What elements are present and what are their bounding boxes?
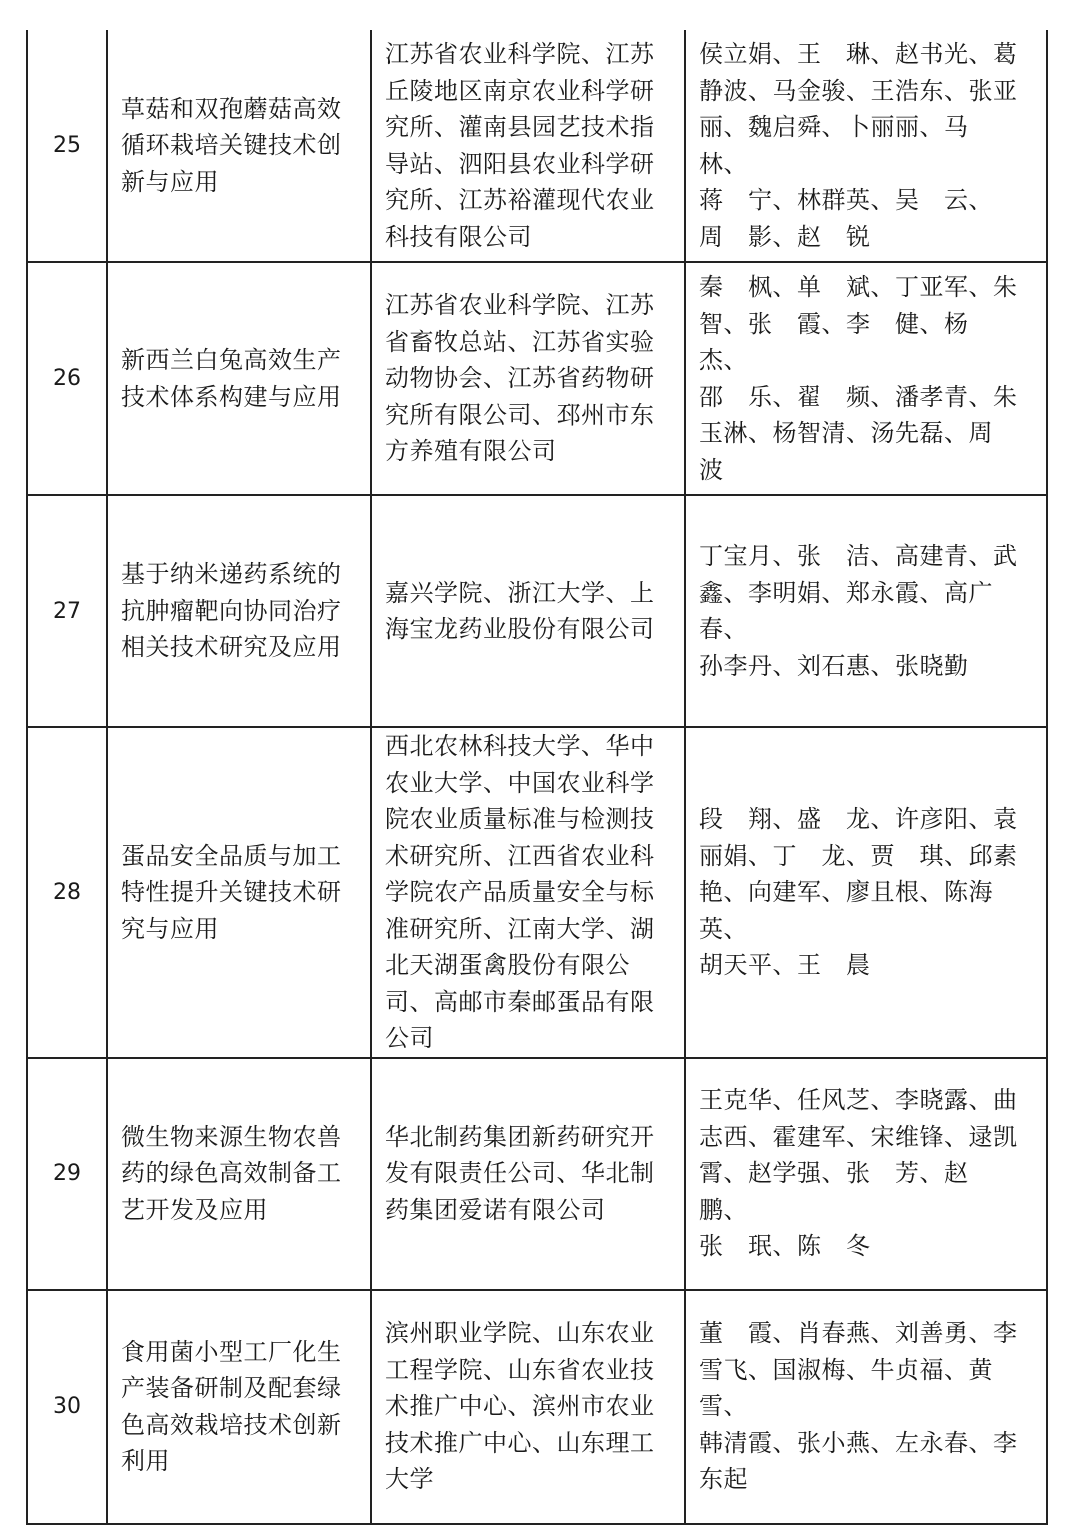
project-title: 草菇和双孢蘑菇高效 循环栽培关键技术创 新与应用 xyxy=(121,94,342,196)
completion-people: 丁宝月、张 洁、高建青、武 鑫、李明娟、郑永霞、高广春、 孙李丹、刘石惠、张晓勤 xyxy=(699,542,1018,680)
completion-units: 江苏省农业科学院、江苏 省畜牧总站、江苏省实验 动物协会、江苏省药物研 究所有限公司、邳州市东 方养殖有限公司 xyxy=(385,291,655,466)
project-title-cell xyxy=(107,30,371,262)
table-row xyxy=(27,30,1047,262)
row-number: 27 xyxy=(27,495,107,727)
completion-people: 侯立娟、王 琳、赵书光、葛 静波、马金骏、王浩东、张亚 丽、魏启舜、卜丽丽、马 林、 蒋 宁、林群英、吴 云、 周 影、赵 锐 xyxy=(699,40,1018,251)
completion-units: 滨州职业学院、山东农业 工程学院、山东省农业技 术推广中心、滨州市农业 技术推广中心、山东理工 大学 xyxy=(385,1319,655,1494)
project-title-cell xyxy=(107,262,371,495)
project-title-cell xyxy=(107,495,371,727)
project-title: 基于纳米递药系统的 抗肿瘤靶向协同治疗 相关技术研究及应用 xyxy=(121,560,342,662)
completion-people: 董 霞、肖春燕、刘善勇、李 雪飞、国淑梅、牛贞福、黄 雪、 韩清霞、张小燕、左永春、李 东起 xyxy=(699,1319,1018,1494)
units-cell xyxy=(371,1290,685,1524)
people-cell xyxy=(685,495,1047,727)
table-row xyxy=(27,495,1047,727)
completion-units: 嘉兴学院、浙江大学、上 海宝龙药业股份有限公司 xyxy=(385,578,655,643)
project-title: 蛋品安全品质与加工 特性提升关键技术研 究与应用 xyxy=(121,841,342,943)
people-cell xyxy=(685,1290,1047,1524)
row-number: 28 xyxy=(27,727,107,1058)
people-cell xyxy=(685,30,1047,262)
completion-people: 秦 枫、单 斌、丁亚军、朱 智、张 霞、李 健、杨 杰、 邵 乐、翟 频、潘孝青、朱 玉淋、杨智清、汤先磊、周 波 xyxy=(699,273,1018,484)
table-row xyxy=(27,727,1047,1058)
project-title: 食用菌小型工厂化生 产装备研制及配套绿 色高效栽培技术创新 利用 xyxy=(121,1337,342,1475)
project-title-cell xyxy=(107,1058,371,1290)
awards-table xyxy=(26,30,1048,1525)
units-cell xyxy=(371,30,685,262)
completion-units: 西北农林科技大学、华中 农业大学、中国农业科学 院农业质量标准与检测技 术研究所、江西省农业科 学院农产品质量安全与标 准研究所、江南大学、湖 北天湖蛋禽股份有限公 司、高邮市秦邮蛋品有限 公司 xyxy=(385,732,655,1052)
units-cell xyxy=(371,262,685,495)
people-cell xyxy=(685,1058,1047,1290)
table-row xyxy=(27,262,1047,495)
row-number: 30 xyxy=(27,1290,107,1524)
project-title-cell xyxy=(107,727,371,1058)
row-number: 26 xyxy=(27,262,107,495)
people-cell xyxy=(685,262,1047,495)
units-cell xyxy=(371,727,685,1058)
table-row xyxy=(27,1290,1047,1524)
people-cell xyxy=(685,727,1047,1058)
row-number: 29 xyxy=(27,1058,107,1290)
completion-people: 段 翔、盛 龙、许彦阳、袁 丽娟、丁 龙、贾 琪、邱素 艳、向建军、廖且根、陈海英、 胡天平、王 晨 xyxy=(699,805,1018,979)
project-title: 新西兰白兔高效生产 技术体系构建与应用 xyxy=(121,346,342,411)
completion-units: 江苏省农业科学院、江苏 丘陵地区南京农业科学研 究所、灌南县园艺技术指 导站、泗阳县农业科学研 究所、江苏裕灌现代农业 科技有限公司 xyxy=(385,40,655,251)
units-cell xyxy=(371,1058,685,1290)
completion-people: 王克华、任风芝、李晓露、曲 志西、霍建军、宋维锋、逯凯 霄、赵学强、张 芳、赵 鹏、 张 珉、陈 冬 xyxy=(699,1086,1018,1261)
units-cell xyxy=(371,495,685,727)
project-title-cell xyxy=(107,1290,371,1524)
row-number: 25 xyxy=(27,30,107,262)
completion-units: 华北制药集团新药研究开 发有限责任公司、华北制 药集团爱诺有限公司 xyxy=(385,1122,655,1224)
table-row xyxy=(27,1058,1047,1290)
project-title: 微生物来源生物农兽 药的绿色高效制备工 艺开发及应用 xyxy=(121,1122,342,1224)
